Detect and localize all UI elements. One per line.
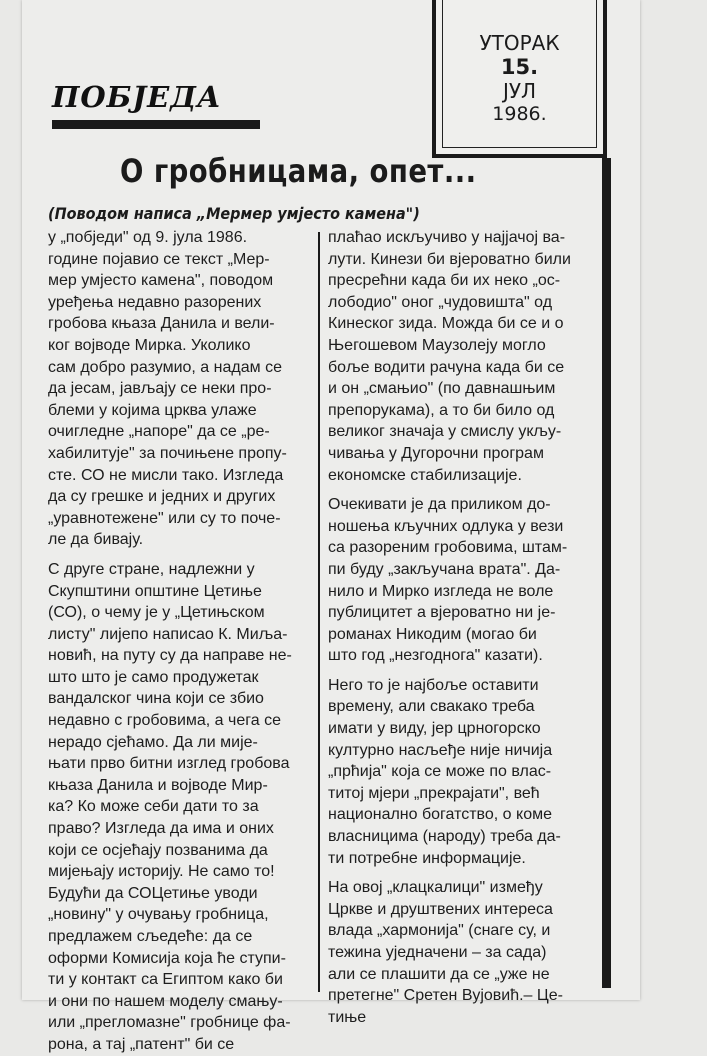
date-weekday: УТОРАК bbox=[479, 31, 560, 55]
article-subheadline: (Поводом написа „Мермер умјесто камена") bbox=[48, 204, 420, 223]
article-text-line: мијењају историју. Не само то! bbox=[48, 863, 275, 881]
article-text-line: очигледне „напоре" да се „ре- bbox=[48, 423, 270, 441]
article-text-line: али се плашити да се „уже не bbox=[328, 965, 550, 983]
masthead-name: ПОБЈЕДА bbox=[52, 80, 222, 114]
article-text-line: оформи Комисија која ће ступи- bbox=[48, 949, 286, 967]
article-text-line: предлажем сљедеће: да се bbox=[48, 928, 253, 945]
article-text-line: вандалског чина који се збио bbox=[48, 690, 264, 708]
article-text-line: Кинеског зида. Можда би се и о bbox=[328, 315, 564, 333]
article-text-line: нерадо сјећамо. Да ли мије- bbox=[48, 733, 258, 751]
article-text-line: који се осјећају позванима да bbox=[48, 841, 268, 859]
article-text-line: плаћао искључиво у најјачој ва- bbox=[328, 229, 566, 246]
article-text-line: „прћија" која се може по влас- bbox=[328, 763, 552, 781]
column-divider bbox=[318, 232, 320, 992]
paragraph-break bbox=[328, 486, 610, 494]
article-text-line: романах Никодим (могао би bbox=[328, 625, 537, 643]
article-text-line: што год „незгоднога" казати). bbox=[328, 647, 543, 665]
article-text-line: тежина уједначени – за сада) bbox=[328, 944, 547, 961]
article-text-line: лути. Кинези би вјероватно били bbox=[328, 250, 571, 268]
article-text-line: што што је само продужетак bbox=[48, 668, 259, 686]
article-text-line: у „побједи" од 9. јула 1986. bbox=[48, 229, 248, 246]
article-text-line: ле да бивају. bbox=[48, 531, 144, 549]
article-text-line: влада „хармонија" (снаге су, и bbox=[328, 922, 551, 940]
article-text-line: Будући да СОЦетиње уводи bbox=[48, 884, 258, 902]
paragraph-break bbox=[328, 869, 610, 877]
article-text-line: На овој „клацкалици" између bbox=[328, 879, 543, 897]
date-day: 15. bbox=[500, 55, 539, 79]
article-text-line: власницима (народу) треба да- bbox=[328, 828, 561, 846]
article-text-line: публицитет а вјероватно ни је- bbox=[328, 604, 556, 622]
article-text-line: чивања у Дугорочни програм bbox=[328, 444, 544, 462]
article-text-line: недавно с гробовима, а чега се bbox=[48, 712, 281, 730]
article-text-line: и он „смањио" (по давнашњим bbox=[328, 380, 556, 398]
article-text-line: културно насљеђе није ничија bbox=[328, 741, 553, 759]
date-year: 1986. bbox=[492, 103, 547, 125]
article-text-line: (СО), о чему је у „Цетињском bbox=[48, 604, 265, 622]
article-text-line: пи буду „закључана врата". Да- bbox=[328, 560, 561, 578]
article-text-line: сте. СО не мисли тако. Изгледа bbox=[48, 466, 284, 484]
article-text-line: лободио" оног „чудовишта" од bbox=[328, 293, 553, 311]
article-text-line: претегне" Сретен Вујовић.– Це- bbox=[328, 987, 563, 1005]
article-text-line: имати у виду, јер црногорско bbox=[328, 720, 541, 738]
article-text-line: ти потребне информације. bbox=[328, 849, 526, 867]
article-text-line: препорукама), а то би било од bbox=[328, 401, 555, 419]
article-text-line: гробова књаза Данила и вели- bbox=[48, 315, 275, 333]
article-column-left bbox=[48, 227, 310, 1056]
paragraph-break bbox=[48, 551, 310, 559]
article-text-line: или „прегломазне" гробнице фа- bbox=[48, 1014, 291, 1032]
article-text-line: ког војводе Мирка. Уколико bbox=[48, 336, 251, 354]
article-text-line: титој мјери „прекрајати", већ bbox=[328, 784, 540, 802]
masthead-rule bbox=[52, 120, 260, 129]
article-text-line: економске стабилизације. bbox=[328, 466, 522, 484]
article-text-line: Цркве и друштвених интереса bbox=[328, 900, 553, 918]
article-text-line: године појавио се текст „Мер- bbox=[48, 250, 270, 268]
date-box bbox=[432, 0, 607, 158]
masthead bbox=[52, 80, 260, 120]
article-text-line: и они по нашем моделу смању- bbox=[48, 992, 283, 1010]
article-text-line: сам добро разумио, а надам се bbox=[48, 358, 282, 376]
article-text-line: новић, на путу су да направе не- bbox=[48, 647, 292, 665]
article-text-line: национално богатство, о коме bbox=[328, 806, 552, 824]
article-text-line: хабилитује" за почињене пропу- bbox=[48, 444, 287, 462]
article-text-line: времену, али свакако треба bbox=[328, 698, 535, 716]
article-text-line: рона, а тај „патент" би се bbox=[48, 1035, 235, 1053]
article-text-line: да јесам, јављају се неки про- bbox=[48, 380, 272, 398]
article-text-line: ти у контакт са Египтом како би bbox=[48, 971, 283, 989]
article-text-line: уређења недавно разорених bbox=[48, 293, 262, 311]
article-text-line: ка? Ко може себи дати то за bbox=[48, 798, 259, 816]
date-month: ЈУЛ bbox=[502, 79, 537, 103]
article-column-right bbox=[328, 227, 610, 1028]
article-text-line: нило и Мирко изгледа не воле bbox=[328, 582, 554, 600]
article-text-line: листу" лијепо написао К. Миља- bbox=[48, 625, 288, 643]
article-text-line: ношења кључних одлука у вези bbox=[328, 517, 564, 535]
article-text-line: књаза Данила и војводе Мир- bbox=[48, 776, 268, 794]
article-text-line: Него то је најбоље оставити bbox=[328, 676, 539, 694]
article-text-line: пресрећни када би их неко „ос- bbox=[328, 272, 561, 290]
article-text-line: мер умјесто камена", поводом bbox=[48, 272, 274, 290]
article-text-line: „уравнотежене" или су то поче- bbox=[48, 509, 281, 527]
article-text-line: са разореним гробовима, штам- bbox=[328, 539, 568, 557]
article-text-line: С друге стране, надлежни у bbox=[48, 560, 255, 578]
article-text-line: Очекивати је да приликом до- bbox=[328, 496, 551, 514]
article-text-line: Његошевом Маузолеју могло bbox=[328, 336, 546, 354]
paragraph-break bbox=[328, 667, 610, 675]
article-text-line: право? Изгледа да има и оних bbox=[48, 820, 274, 838]
article-text-line: да су грешке и једних и других bbox=[48, 488, 276, 506]
article-text-line: њати прво битни изглед гробова bbox=[48, 755, 290, 773]
article-text-line: боље водити рачуна када би се bbox=[328, 358, 565, 376]
article-text-line: великог значаја у смислу укљу- bbox=[328, 423, 562, 441]
article-text-line: „новину" у очувању гробница, bbox=[48, 906, 269, 924]
article-text-line: блеми у којима црква улаже bbox=[48, 401, 257, 419]
article-text-line: тиње bbox=[328, 1008, 367, 1026]
article-text-line: Скупштини општине Цетиње bbox=[48, 582, 262, 600]
article-headline: О гробницама, опет... bbox=[120, 152, 477, 190]
